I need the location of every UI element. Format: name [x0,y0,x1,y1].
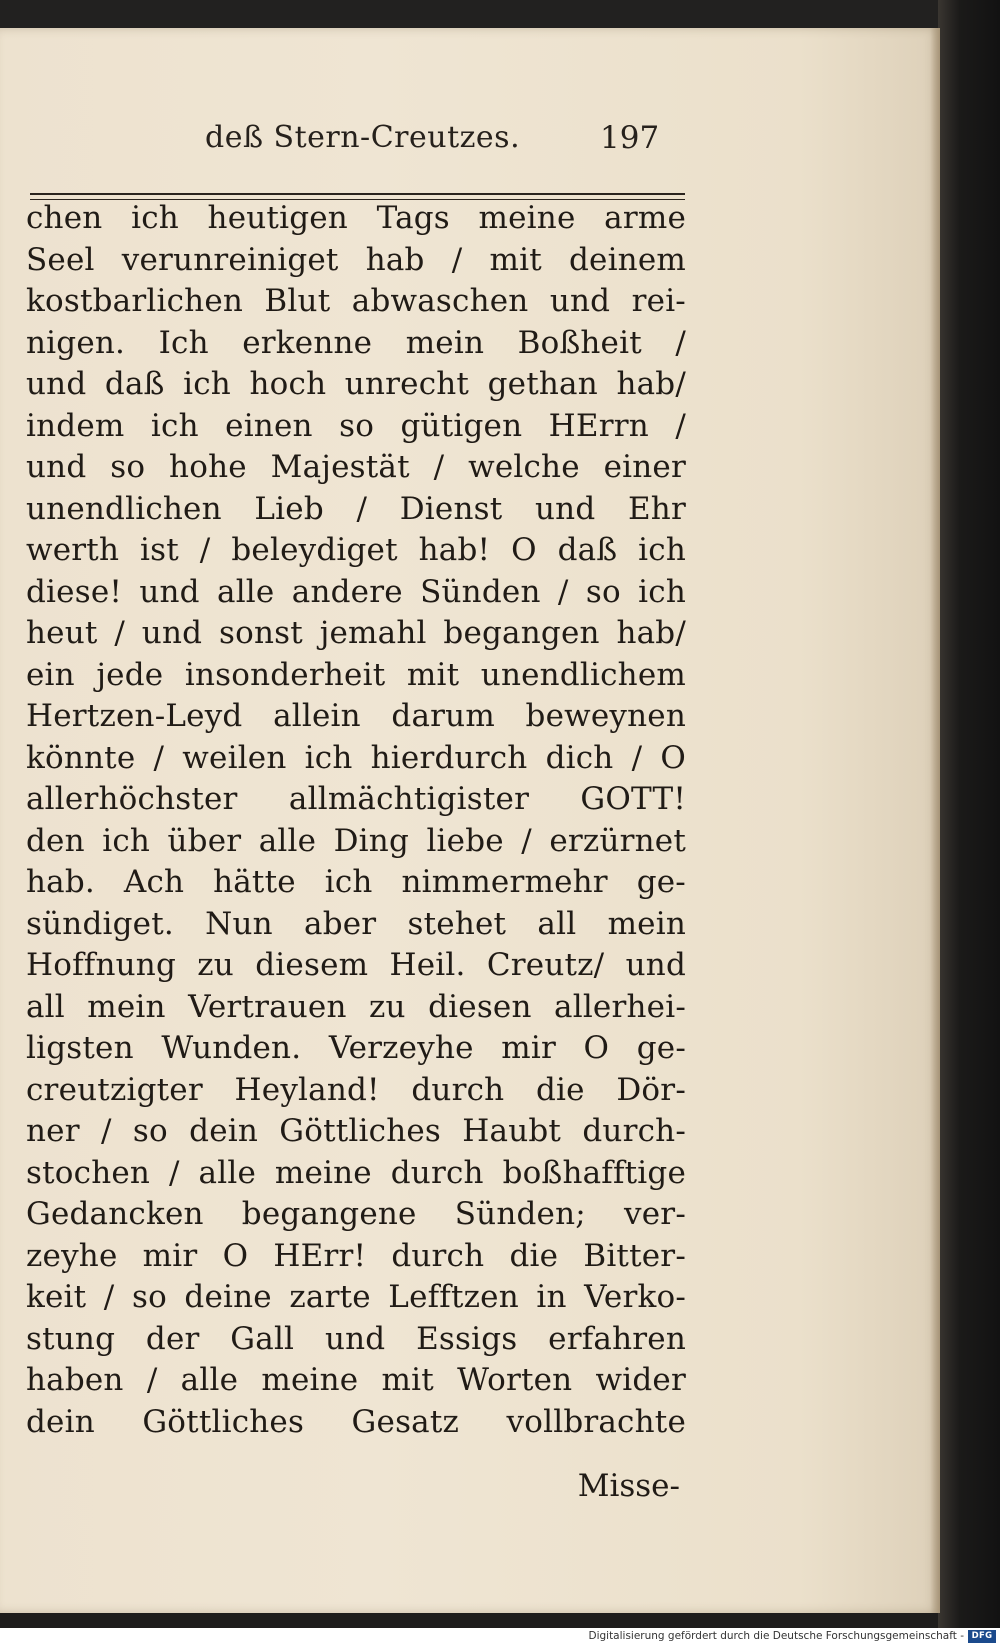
text-line: indem ich einen so gütigen HErrn / [26,407,686,444]
text-line: allerhöchster allmächtigister GOTT! [26,781,686,817]
text-line: sündiget. Nun aber stehet all mein [26,905,686,942]
text-line: könnte / weilen ich hierdurch dich / O [26,739,686,776]
text-line: dein Göttliches Gesatz vollbrachte [26,1403,686,1440]
body-text [26,198,686,1443]
text-line: keit / so deine zarte Lefftzen in Verko- [26,1279,686,1315]
text-line: nigen. Ich erkenne mein Boßheit / [26,324,686,361]
text-line: heut / und sonst jemahl begangen hab/ [26,615,686,651]
book-page [0,28,940,1613]
text-line: Hertzen-Leyd allein darum beweynen [26,698,686,734]
book-edge-shadow [938,0,1000,1628]
text-line: zeyhe mir O HErr! durch die Bitter- [26,1237,686,1274]
page-number: 197 [600,120,660,156]
text-line: chen ich heutigen Tags meine arme [26,200,686,236]
running-head [0,120,700,170]
text-line: unendlichen Lieb / Dienst und Ehr [26,490,686,527]
text-line: Hoffnung zu diesem Heil. Creutz/ und [26,947,686,983]
text-line: ein jede insonderheit mit unendlichem [26,656,686,693]
footer-bar [0,1628,1000,1646]
text-line: und so hohe Majestät / welche einer [26,449,686,485]
text-line: Gedancken begangene Sünden; ver- [26,1196,686,1232]
text-line: ligsten Wunden. Verzeyhe mir O ge- [26,1030,686,1066]
text-line: hab. Ach hätte ich nimmermehr ge- [26,864,686,900]
funding-notice: Digitalisierung gefördert durch die Deutsche Forschungsgemeinschaft - [588,1630,964,1642]
text-line: kostbarlichen Blut abwaschen und rei- [26,283,686,319]
text-line: stung der Gall und Essigs erfahren [26,1320,686,1357]
dfg-logo: DFG [968,1630,996,1643]
scan-background-top [0,0,1000,30]
text-line: ner / so dein Göttliches Haubt durch- [26,1113,686,1149]
text-line: Seel verunreiniget hab / mit deinem [26,241,686,278]
text-line: den ich über alle Ding liebe / erzürnet [26,822,686,859]
text-line: all mein Vertrauen zu diesen allerhei- [26,988,686,1025]
text-line: diese! und alle andere Sünden / so ich [26,573,686,610]
text-line: haben / alle meine mit Worten wider [26,1362,686,1398]
running-title: deß Stern-Creutzes. [205,120,521,155]
text-line: werth ist / beleydiget hab! O daß ich [26,532,686,568]
text-line: stochen / alle meine durch boßhafftige [26,1154,686,1191]
catchword: Misse- [577,1468,680,1504]
text-line: und daß ich hoch unrecht gethan hab/ [26,366,686,402]
text-line: creutzigter Heyland! durch die Dör- [26,1071,686,1108]
